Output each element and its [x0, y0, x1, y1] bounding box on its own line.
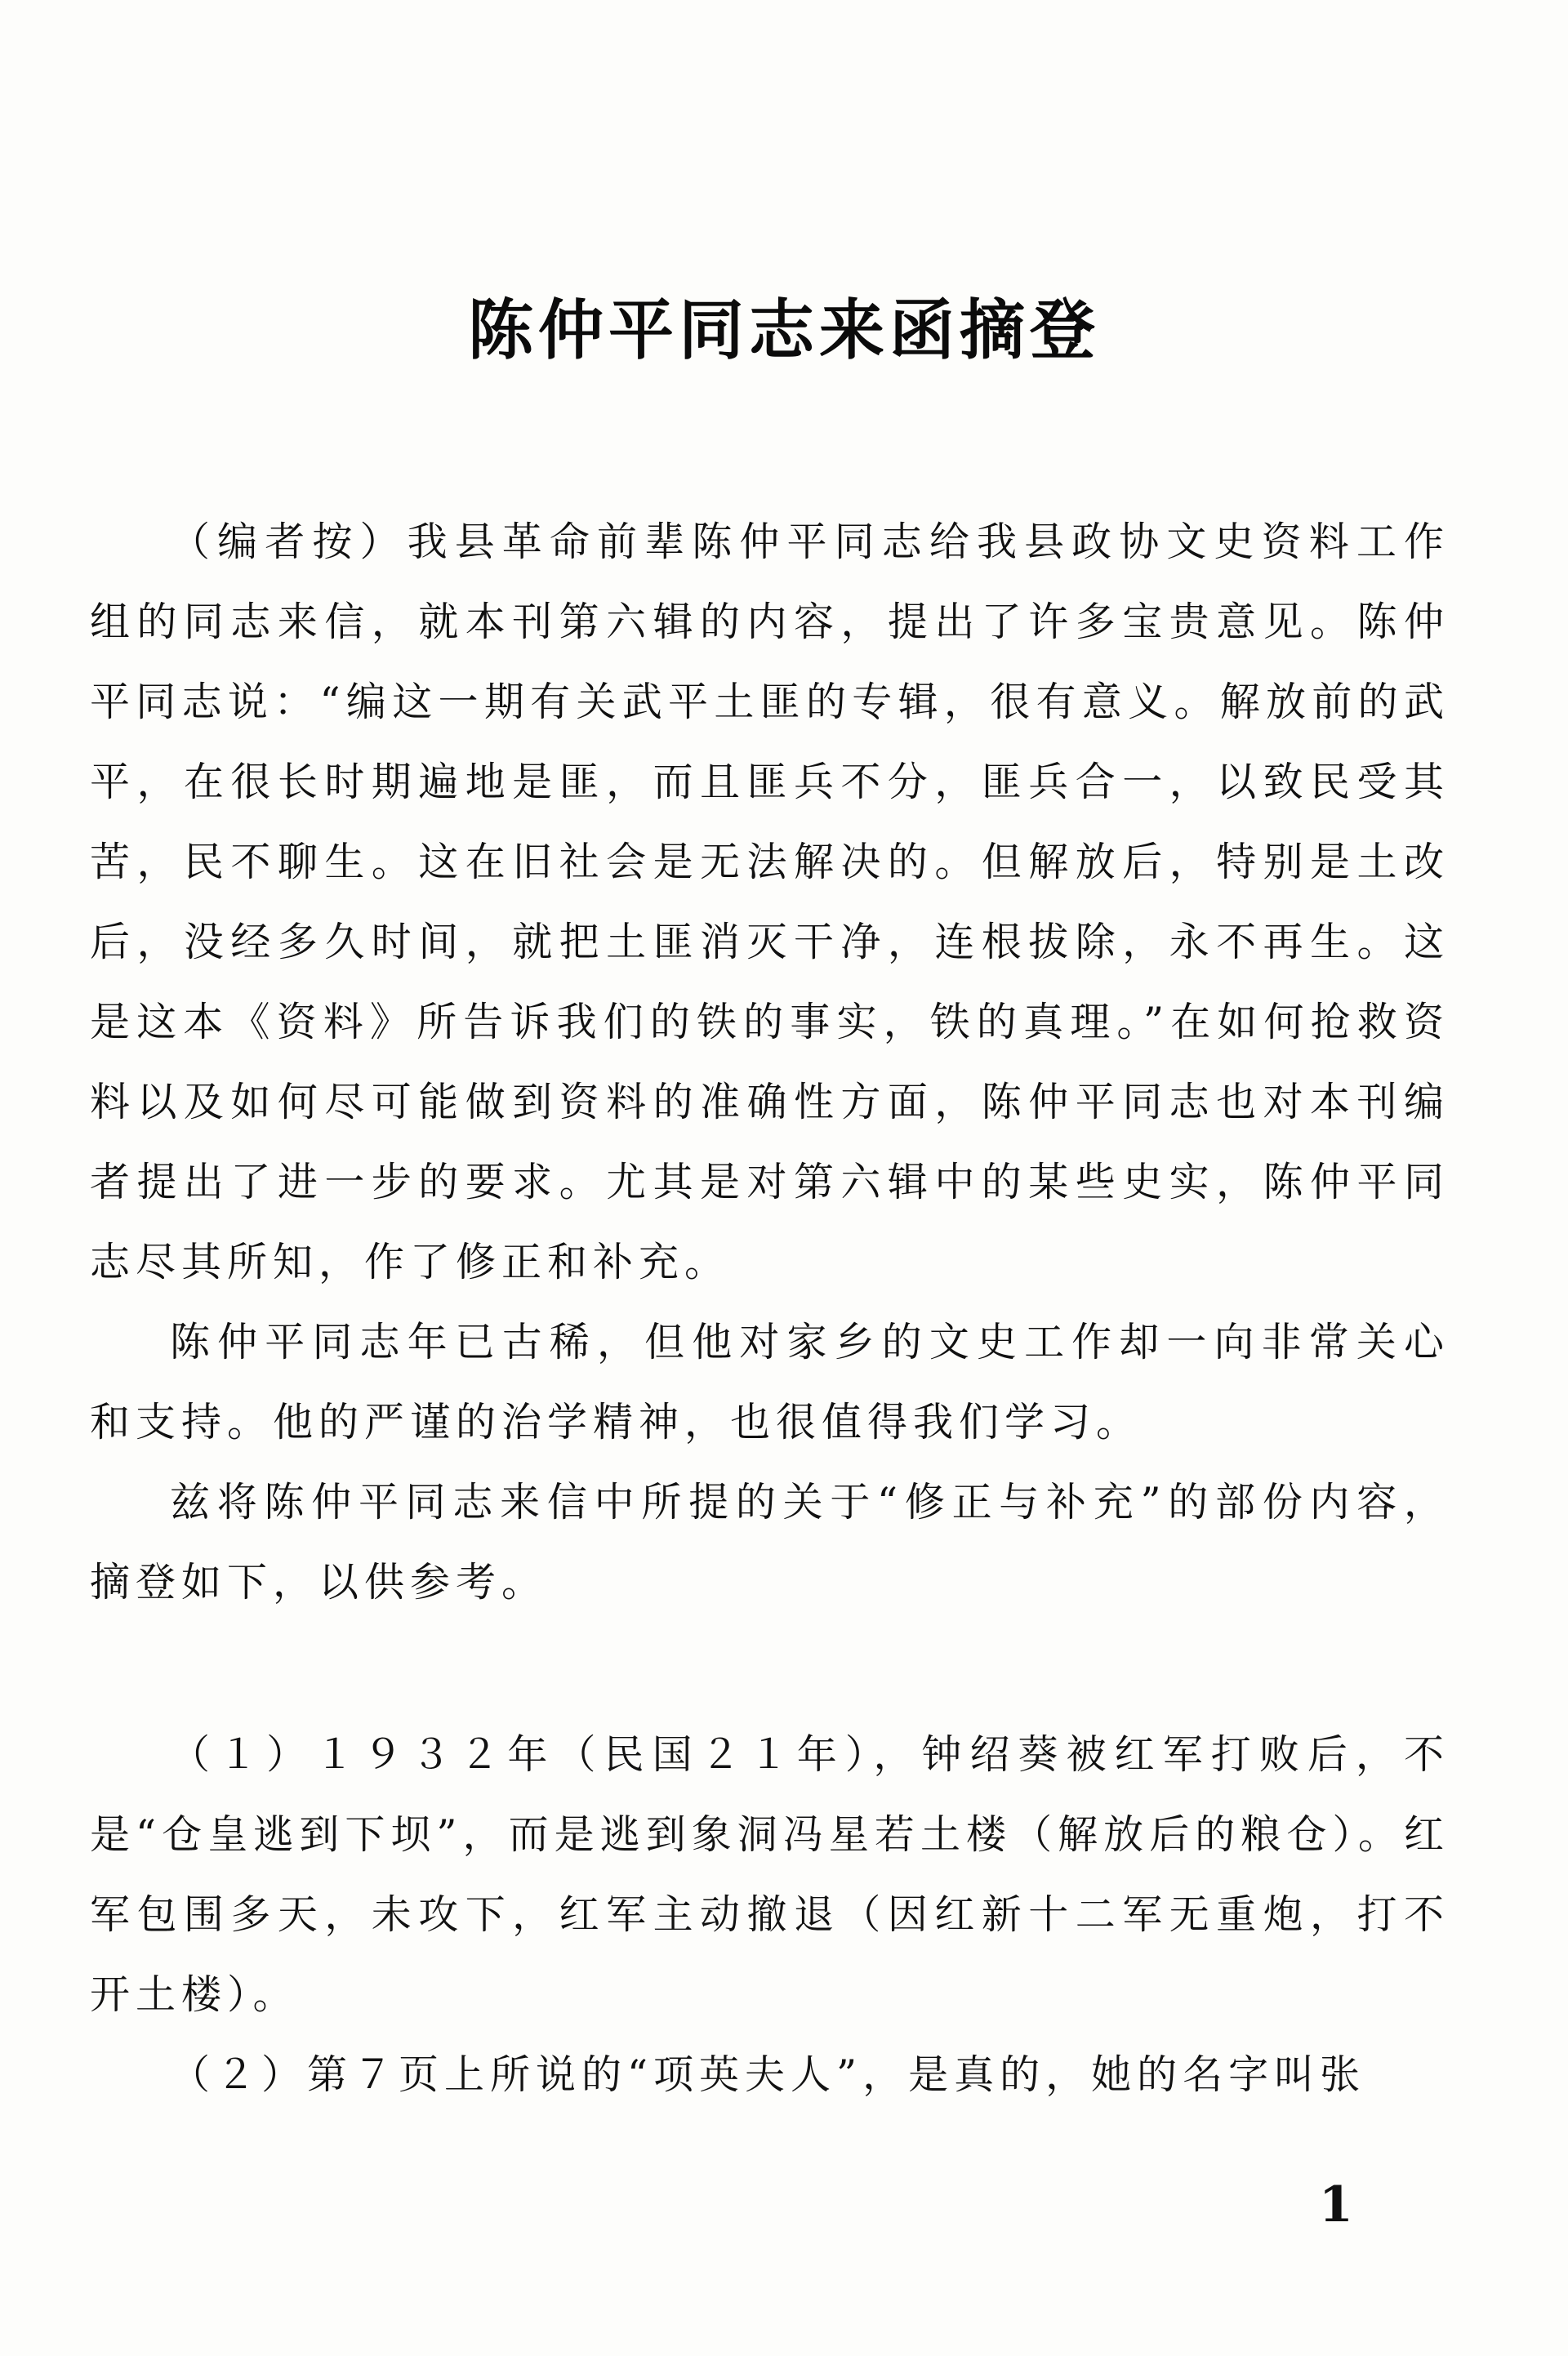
correction-item: （２）第７页上所说的“项英夫人”，是真的，她的名字叫张	[170, 2051, 1366, 2098]
corrections-section	[90, 1715, 1450, 2115]
paragraph: 陈仲平同志年已古稀，但他对家乡的文史工作却一向非常关心和支持。他的严谨的治学精神，也很值得我们学习。	[90, 1319, 1450, 1445]
correction-item: （１）１９３２年（民国２１年），钟绍葵被红军打败后，不是“仓皇逃到下坝”，而是逃到象洞冯星若土楼（解放后的粮仓）。红军包围多天，未攻下，红军主动撤退（因红新十二军无重炮，打不开土楼）。	[90, 1731, 1450, 2018]
article-title: 陈仲平同志来函摘登	[468, 292, 1100, 368]
editor-note-section	[90, 502, 1450, 1623]
page-number: 1	[1319, 2176, 1353, 2234]
paragraph: （编者按）我县革命前辈陈仲平同志给我县政协文史资料工作组的同志来信，就本刊第六辑的内容，提出了许多宝贵意见。陈仲平同志说：“编这一期有关武平土匪的专辑，很有意义。解放前的武平，在很长时期遍地是匪，而且匪兵不分，匪兵合一，以致民受其苦，民不聊生。这在旧社会是无法解决的。但解放后，特别是土改后，没经多久时间，就把土匪消灭干净，连根拔除，永不再生。这是这本《资料》所告诉我们的铁的事实，铁的真理。”在如何抢救资料以及如何尽可能做到资料的准确性方面，陈仲平同志也对本刊编者提出了进一步的要求。尤其是对第六辑中的某些史实，陈仲平同志尽其所知，作了修正和补充。	[90, 519, 1450, 1285]
paragraph: 兹将陈仲平同志来信中所提的关于“修正与补充”的部份内容，摘登如下，以供参考。	[90, 1479, 1450, 1606]
